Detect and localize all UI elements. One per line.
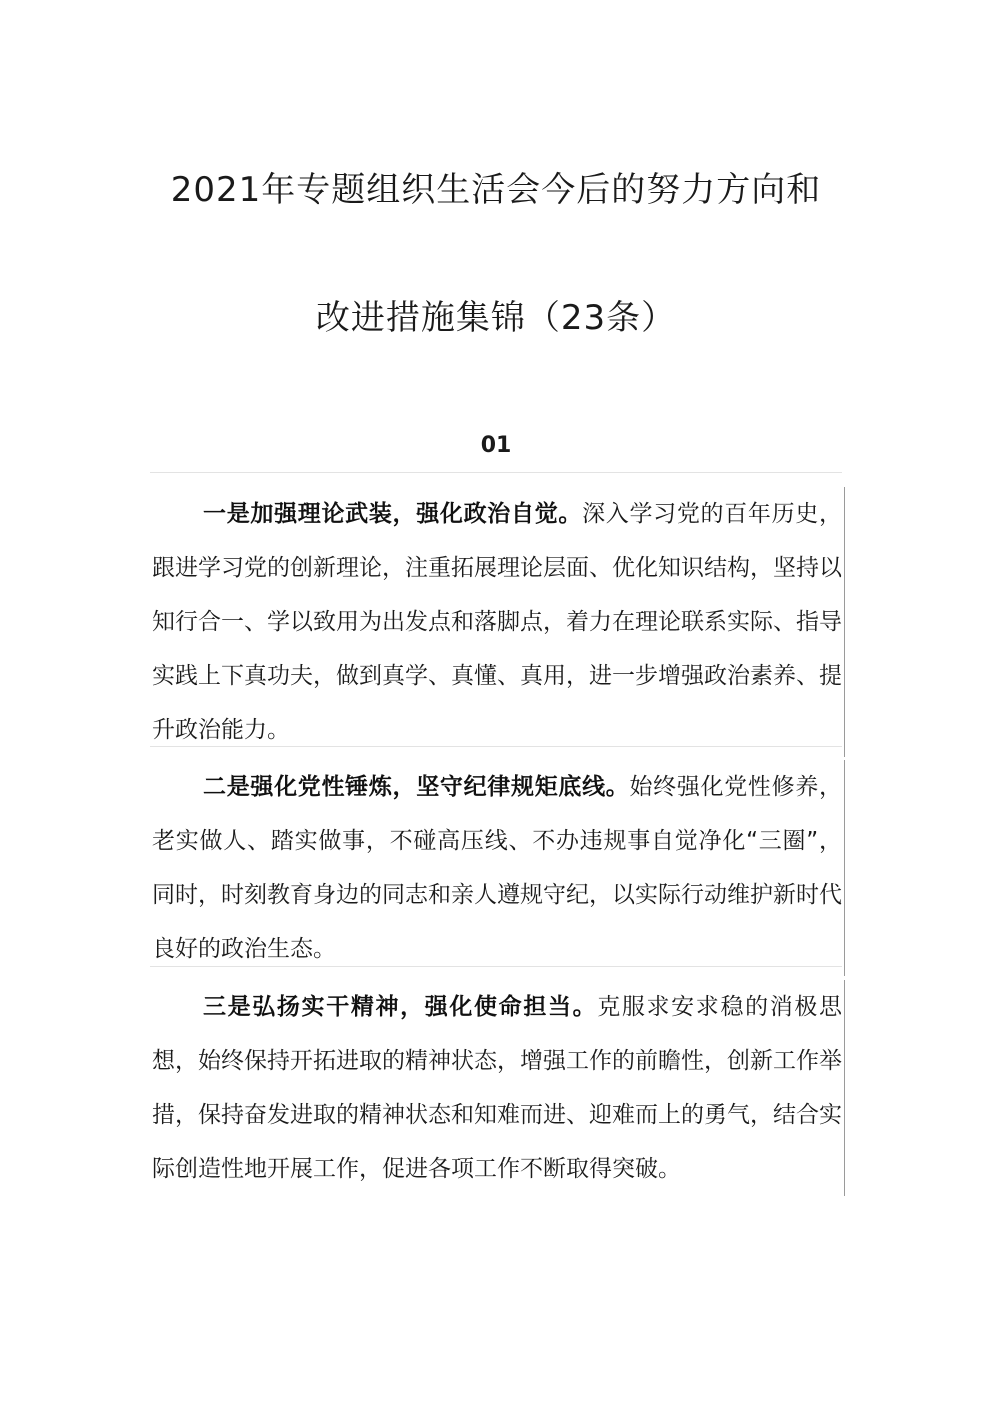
paragraph-1-lead: 一是加强理论武装，强化政治自觉。: [203, 501, 583, 527]
paragraph-1-body: 深入学习党的百年历史，跟进学习党的创新理论，注重拓展理论层面、优化知识结构，坚持以知行合一、学以致用为出发点和落脚点，着力在理论联系实际、指导实践上下真功夫，做到真学、真懂、真用，进一步增强政治素养、提升政治能力。: [152, 501, 843, 743]
divider: [150, 472, 842, 473]
paragraph-3: [152, 980, 845, 1196]
paragraph-3-lead: 三是弘扬实干精神，强化使命担当。: [203, 994, 598, 1020]
document-title-line-1: 2021年专题组织生活会今后的努力方向和: [170, 170, 822, 210]
paragraph-2-body: 始终强化党性修养，老实做人、踏实做事，不碰高压线、不办违规事自觉净化“三圈”，同时，时刻教育身边的同志和亲人遵规守纪，以实际行动维护新时代良好的政治生态。: [152, 774, 843, 962]
paragraph-1: [152, 487, 845, 757]
document-title-line-2: 改进措施集锦（23条）: [315, 298, 677, 338]
section-number: 01: [480, 433, 512, 458]
paragraph-2: [152, 760, 845, 976]
paragraph-3-body: 克服求安求稳的消极思想，始终保持开拓进取的精神状态，增强工作的前瞻性，创新工作举措，保持奋发进取的精神状态和知难而进、迎难而上的勇气，结合实际创造性地开展工作，促进各项工作不断取得突破。: [152, 994, 843, 1182]
divider: [150, 966, 842, 967]
divider: [150, 746, 842, 747]
paragraph-2-lead: 二是强化党性锤炼，坚守纪律规矩底线。: [203, 774, 630, 800]
